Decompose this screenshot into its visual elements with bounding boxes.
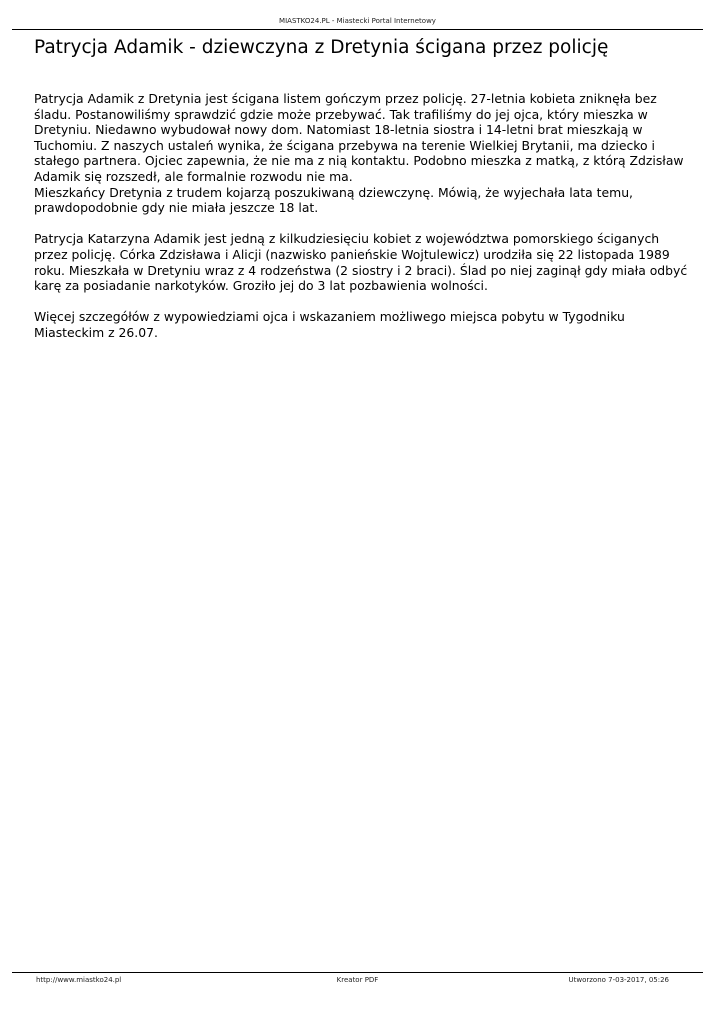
page-header — [12, 16, 703, 26]
article-paragraph-1: Patrycja Adamik z Dretynia jest ścigana listem gończym przez policję. 27-letnia kobieta zniknęła bez śladu. Postanowiliśmy sprawdzić gdzie może przebywać. Tak trafiliśmy do jej ojca, który mieszka w Dretyniu. Niedawno wybudował nowy dom. Natomiast 18-letnia siostra i 14-letni brat mieszkają w Tuchomiu. Z naszych ustaleń wynika, że ścigana przebywa na terenie Wielkiej Brytanii, ma dziecko i stałego partnera. Ojciec zapewnia, że nie ma z nią kontaktu. Podobno mieszka z matką, z którą Zdzisław Adamik się rozszedł, ale formalnie rozwodu nie ma. Mieszkańcy Dretynia z trudem kojarzą poszukiwaną dziewczynę. Mówią, że wyjechała lata temu, prawdopodobnie gdy nie miała jeszcze 18 lat. — [34, 91, 684, 216]
page-footer — [12, 975, 703, 985]
footer-divider — [12, 972, 703, 973]
article-paragraph-2: Patrycja Katarzyna Adamik jest jedną z kilkudziesięciu kobiet z województwa pomorskiego ściganych przez policję. Córka Zdzisława i Alicji (nazwisko panieńskie Wojtulewicz) urodziła się 22 listopada 1989 roku. Mieszkała w Dretyniu wraz z 4 rodzeństwa (2 siostry i 2 braci). Ślad po niej zaginął gdy miała odbyć karę za posiadanie narkotyków. Groziło jej do 3 lat pozbawienia wolności. — [34, 231, 688, 294]
article-paragraph-3: Więcej szczegółów z wypowiedziami ojca i wskazaniem możliwego miejsca pobytu w Tygodniku Miasteckim z 26.07. — [34, 309, 625, 340]
header-divider — [12, 29, 703, 30]
site-label: MIASTKO24.PL - Miastecki Portal Internetowy — [279, 17, 436, 25]
footer-url-link[interactable]: http://www.miastko24.pl — [36, 976, 122, 984]
footer-created-date: Utworzono 7-03-2017, 05:26 — [568, 976, 669, 984]
footer-generator: Kreator PDF — [336, 976, 379, 984]
article-title: Patrycja Adamik - dziewczyna z Dretynia ścigana przez policję — [34, 37, 609, 58]
article-body — [34, 91, 689, 356]
